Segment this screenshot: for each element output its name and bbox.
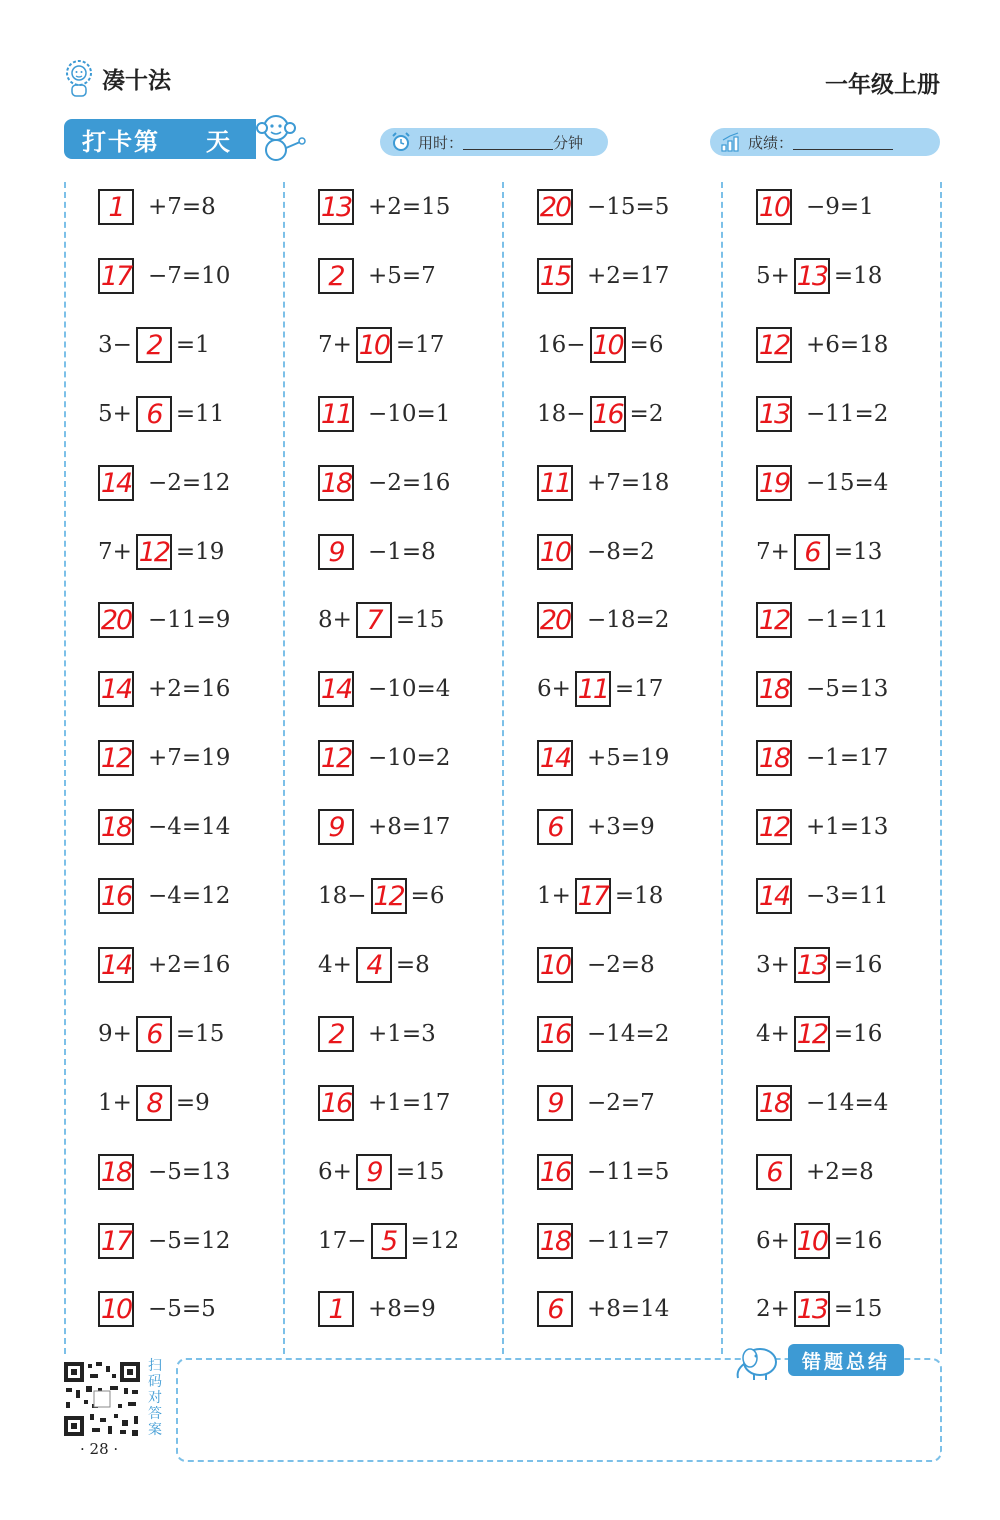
equation-row <box>98 738 230 778</box>
equation-prefix: 8+ <box>318 607 352 633</box>
answer-box[interactable]: 13 <box>756 396 792 432</box>
equation-row <box>318 876 444 916</box>
equation-suffix: −10=1 <box>368 401 451 427</box>
answer-box[interactable]: 6 <box>794 534 830 570</box>
score-pill <box>710 128 940 156</box>
equation-row <box>318 738 450 778</box>
equation-row <box>318 1152 444 1192</box>
equation-suffix: =18 <box>833 263 883 289</box>
equation-row <box>756 1083 888 1123</box>
equation-row <box>98 325 210 365</box>
score-label: 成绩： <box>748 133 794 152</box>
equation-row <box>537 187 669 227</box>
answer-box[interactable]: 12 <box>136 534 172 570</box>
answer-box[interactable]: 10 <box>756 189 792 225</box>
time-pill <box>380 128 608 156</box>
alarm-clock-icon <box>390 131 412 153</box>
answer-box[interactable]: 20 <box>537 189 573 225</box>
answer-box[interactable]: 15 <box>537 258 573 294</box>
equation-prefix: 1+ <box>537 883 571 909</box>
equation-suffix: −5=5 <box>148 1296 216 1322</box>
answer-box[interactable]: 13 <box>794 258 830 294</box>
answer-box[interactable]: 12 <box>756 809 792 845</box>
answer-box[interactable]: 6 <box>537 1291 573 1327</box>
equation-suffix: =17 <box>395 332 445 358</box>
equation-suffix: −10=2 <box>368 745 451 771</box>
answer-box[interactable]: 13 <box>794 947 830 983</box>
equation-row <box>756 532 882 572</box>
equation-row <box>98 1289 216 1329</box>
equation-suffix: −2=8 <box>587 952 655 978</box>
equation-suffix: =18 <box>614 883 664 909</box>
answer-box[interactable]: 4 <box>356 947 392 983</box>
answer-box[interactable]: 10 <box>590 327 626 363</box>
equation-row <box>98 1014 224 1054</box>
equation-suffix: +8=9 <box>368 1296 436 1322</box>
equation-suffix: =12 <box>410 1228 460 1254</box>
equation-row <box>537 669 663 709</box>
equation-suffix: −14=2 <box>587 1021 670 1047</box>
equation-prefix: 6+ <box>756 1228 790 1254</box>
equation-row <box>537 532 655 572</box>
equation-suffix: +6=18 <box>806 332 889 358</box>
equation-prefix: 6+ <box>537 676 571 702</box>
equation-prefix: 3+ <box>756 952 790 978</box>
equation-row <box>318 256 436 296</box>
equation-row <box>98 394 224 434</box>
brand <box>62 58 171 98</box>
equation-row <box>537 1083 655 1123</box>
equation-suffix: =15 <box>395 607 445 633</box>
equation-suffix: +2=15 <box>368 194 451 220</box>
equation-row <box>537 807 655 847</box>
equation-suffix: =17 <box>614 676 664 702</box>
answer-box[interactable]: 10 <box>537 534 573 570</box>
answer-box[interactable]: 11 <box>537 465 573 501</box>
checkin-prefix: 打卡第 <box>82 127 160 156</box>
equation-suffix: −11=9 <box>148 607 231 633</box>
column-divider <box>940 182 942 1354</box>
equation-suffix: +1=13 <box>806 814 889 840</box>
answer-box[interactable]: 9 <box>318 534 354 570</box>
equation-suffix: =6 <box>629 332 664 358</box>
equation-suffix: =16 <box>833 952 883 978</box>
equation-suffix: −1=17 <box>806 745 889 771</box>
equation-suffix: =16 <box>833 1021 883 1047</box>
equation-suffix: −2=16 <box>368 470 451 496</box>
monkey-icon <box>250 112 308 164</box>
answer-box[interactable]: 18 <box>98 809 134 845</box>
answer-box[interactable]: 12 <box>756 327 792 363</box>
equation-prefix: 16− <box>537 332 586 358</box>
answer-box[interactable]: 14 <box>98 671 134 707</box>
page-number: · 28 · <box>80 1440 119 1458</box>
equation-row <box>537 394 663 434</box>
answer-box[interactable]: 14 <box>98 465 134 501</box>
answer-box[interactable]: 19 <box>756 465 792 501</box>
answer-box[interactable]: 12 <box>794 1016 830 1052</box>
answer-box[interactable]: 16 <box>537 1016 573 1052</box>
equation-suffix: −3=11 <box>806 883 889 909</box>
equation-suffix: +5=7 <box>368 263 436 289</box>
equation-suffix: +1=3 <box>368 1021 436 1047</box>
equation-row <box>318 394 450 434</box>
grade-label: 一年级上册 <box>825 72 940 98</box>
equation-prefix: 4+ <box>318 952 352 978</box>
answer-box[interactable]: 6 <box>136 1016 172 1052</box>
equation-suffix: −1=8 <box>368 539 436 565</box>
answer-box[interactable]: 13 <box>318 189 354 225</box>
answer-box[interactable]: 14 <box>318 671 354 707</box>
answer-box[interactable]: 16 <box>98 878 134 914</box>
answer-box[interactable]: 16 <box>537 1154 573 1190</box>
equation-row <box>537 1014 669 1054</box>
equation-prefix: 5+ <box>98 401 132 427</box>
equation-suffix: −5=13 <box>806 676 889 702</box>
equation-suffix: +3=9 <box>587 814 655 840</box>
equation-prefix: 17− <box>318 1228 367 1254</box>
lion-icon <box>62 58 96 98</box>
equation-prefix: 1+ <box>98 1090 132 1116</box>
equation-suffix: =15 <box>395 1159 445 1185</box>
equation-row <box>98 256 230 296</box>
answer-box[interactable]: 10 <box>356 327 392 363</box>
book-title: 凑十法 <box>102 67 171 94</box>
equation-row <box>756 1289 882 1329</box>
equation-prefix: 7+ <box>98 539 132 565</box>
answer-box[interactable]: 17 <box>98 1223 134 1259</box>
answer-box[interactable]: 11 <box>575 671 611 707</box>
answer-box[interactable]: 18 <box>756 740 792 776</box>
equation-suffix: −9=1 <box>806 194 874 220</box>
equation-row <box>756 256 882 296</box>
equation-suffix: =16 <box>833 1228 883 1254</box>
equation-row <box>537 1289 669 1329</box>
equation-row <box>318 1289 436 1329</box>
answer-box[interactable]: 9 <box>318 809 354 845</box>
equation-suffix: =8 <box>395 952 430 978</box>
equation-suffix: =15 <box>833 1296 883 1322</box>
answer-box[interactable]: 16 <box>318 1085 354 1121</box>
equation-suffix: −1=11 <box>806 607 889 633</box>
checkin-tab <box>64 119 256 159</box>
answer-box[interactable]: 10 <box>794 1223 830 1259</box>
equation-suffix: −11=2 <box>806 401 889 427</box>
equation-prefix: 18− <box>318 883 367 909</box>
column-divider <box>64 182 66 1354</box>
bar-chart-icon <box>720 131 742 153</box>
equation-suffix: −18=2 <box>587 607 670 633</box>
answer-box[interactable]: 14 <box>537 740 573 776</box>
time-unit: 分钟 <box>553 133 584 152</box>
answer-box[interactable]: 2 <box>318 1016 354 1052</box>
equation-row <box>318 187 450 227</box>
equation-suffix: −5=12 <box>148 1228 231 1254</box>
answer-box[interactable]: 5 <box>371 1223 407 1259</box>
equation-prefix: 6+ <box>318 1159 352 1185</box>
equation-prefix: 7+ <box>318 332 352 358</box>
equation-row <box>537 945 655 985</box>
equation-suffix: +2=8 <box>806 1159 874 1185</box>
answer-box[interactable]: 20 <box>537 602 573 638</box>
equation-row <box>98 876 230 916</box>
answer-box[interactable]: 18 <box>756 671 792 707</box>
equation-suffix: +8=14 <box>587 1296 670 1322</box>
answer-box[interactable]: 1 <box>318 1291 354 1327</box>
mistake-summary-title: 错题总结 <box>788 1344 904 1376</box>
column-divider <box>283 182 285 1354</box>
equation-row <box>756 1221 882 1261</box>
equation-suffix: +7=19 <box>148 745 231 771</box>
equation-row <box>318 945 430 985</box>
equation-suffix: +1=17 <box>368 1090 451 1116</box>
equation-row <box>98 1152 230 1192</box>
equation-suffix: −4=12 <box>148 883 231 909</box>
equation-suffix: +2=17 <box>587 263 670 289</box>
time-blank[interactable] <box>463 135 553 150</box>
equation-row <box>756 394 888 434</box>
equation-row <box>756 463 888 503</box>
equation-suffix: −15=4 <box>806 470 889 496</box>
equation-suffix: −7=10 <box>148 263 231 289</box>
answer-box[interactable]: 8 <box>136 1085 172 1121</box>
equation-prefix: 3− <box>98 332 132 358</box>
equation-row <box>98 187 216 227</box>
answer-box[interactable]: 6 <box>136 396 172 432</box>
equation-prefix: 9+ <box>98 1021 132 1047</box>
equation-prefix: 4+ <box>756 1021 790 1047</box>
checkin-suffix: 天 <box>206 127 230 156</box>
equation-row <box>537 876 663 916</box>
answer-box[interactable]: 9 <box>537 1085 573 1121</box>
answer-box[interactable]: 14 <box>98 947 134 983</box>
equation-suffix: =11 <box>175 401 225 427</box>
equation-suffix: +5=19 <box>587 745 670 771</box>
answer-box[interactable]: 18 <box>537 1223 573 1259</box>
equation-row <box>318 1083 450 1123</box>
equation-row <box>756 187 874 227</box>
answer-box[interactable]: 12 <box>318 740 354 776</box>
column-divider <box>721 182 723 1354</box>
answer-box[interactable]: 10 <box>537 947 573 983</box>
answer-box[interactable]: 6 <box>756 1154 792 1190</box>
answer-box[interactable]: 18 <box>318 465 354 501</box>
elephant-icon <box>730 1340 790 1382</box>
equation-suffix: −11=5 <box>587 1159 670 1185</box>
equation-suffix: −14=4 <box>806 1090 889 1116</box>
equation-suffix: −2=7 <box>587 1090 655 1116</box>
equation-row <box>756 738 888 778</box>
equation-row <box>537 1221 669 1261</box>
equation-row <box>756 945 882 985</box>
equation-suffix: −10=4 <box>368 676 451 702</box>
equation-row <box>756 807 888 847</box>
equation-row <box>318 807 450 847</box>
equation-prefix: 7+ <box>756 539 790 565</box>
answer-box[interactable]: 9 <box>356 1154 392 1190</box>
equation-suffix: −15=5 <box>587 194 670 220</box>
answer-box[interactable]: 6 <box>537 809 573 845</box>
answer-box[interactable]: 12 <box>371 878 407 914</box>
answer-box[interactable]: 11 <box>318 396 354 432</box>
answer-box[interactable]: 16 <box>590 396 626 432</box>
equation-suffix: =2 <box>629 401 664 427</box>
answer-box[interactable]: 20 <box>98 602 134 638</box>
answer-box[interactable]: 1 <box>98 189 134 225</box>
equation-suffix: =9 <box>175 1090 210 1116</box>
equation-suffix: −4=14 <box>148 814 231 840</box>
equation-suffix: +7=8 <box>148 194 216 220</box>
time-label: 用时： <box>418 133 464 152</box>
answer-box[interactable]: 7 <box>356 602 392 638</box>
equation-suffix: +8=17 <box>368 814 451 840</box>
equation-suffix: −5=13 <box>148 1159 231 1185</box>
equation-row <box>756 325 888 365</box>
equation-row <box>318 532 436 572</box>
answer-box[interactable]: 2 <box>136 327 172 363</box>
qr-code-icon[interactable] <box>62 1360 142 1438</box>
equation-suffix: =13 <box>833 539 883 565</box>
equation-row <box>98 600 230 640</box>
equation-row <box>318 1014 436 1054</box>
answer-box[interactable]: 17 <box>98 258 134 294</box>
page-header <box>62 58 940 102</box>
equation-row <box>98 532 224 572</box>
equation-row <box>318 669 450 709</box>
equation-row <box>98 463 230 503</box>
equation-row <box>318 325 444 365</box>
answer-box[interactable]: 12 <box>98 740 134 776</box>
equation-row <box>98 669 230 709</box>
equation-row <box>98 1221 230 1261</box>
equation-suffix: +7=18 <box>587 470 670 496</box>
equation-row <box>98 945 230 985</box>
equation-prefix: 2+ <box>756 1296 790 1322</box>
equation-suffix: +2=16 <box>148 676 231 702</box>
answer-box[interactable]: 2 <box>318 258 354 294</box>
answer-box[interactable]: 10 <box>98 1291 134 1327</box>
equation-row <box>756 669 888 709</box>
equation-suffix: +2=16 <box>148 952 231 978</box>
answer-box[interactable]: 12 <box>756 602 792 638</box>
equation-row <box>756 1152 874 1192</box>
equation-prefix: 18− <box>537 401 586 427</box>
answer-box[interactable]: 18 <box>756 1085 792 1121</box>
equation-row <box>537 463 669 503</box>
column-divider <box>502 182 504 1354</box>
equation-row <box>537 738 669 778</box>
answer-box[interactable]: 18 <box>98 1154 134 1190</box>
equation-row <box>537 600 669 640</box>
equation-suffix: =15 <box>175 1021 225 1047</box>
scan-answer-label: 扫码对答案 <box>148 1358 162 1438</box>
equation-row <box>537 325 663 365</box>
equation-row <box>537 1152 669 1192</box>
answer-box[interactable]: 14 <box>756 878 792 914</box>
equation-row <box>98 1083 210 1123</box>
equation-row <box>318 1221 459 1261</box>
answer-box[interactable]: 13 <box>794 1291 830 1327</box>
equation-suffix: =6 <box>410 883 445 909</box>
equation-row <box>318 463 450 503</box>
equation-suffix: =1 <box>175 332 210 358</box>
equation-suffix: −11=7 <box>587 1228 670 1254</box>
equation-row <box>756 876 888 916</box>
equation-row <box>756 600 888 640</box>
equation-suffix: −8=2 <box>587 539 655 565</box>
equation-row <box>756 1014 882 1054</box>
equation-row <box>537 256 669 296</box>
equation-suffix: =19 <box>175 539 225 565</box>
score-blank[interactable] <box>793 135 893 150</box>
equation-suffix: −2=12 <box>148 470 231 496</box>
answer-box[interactable]: 17 <box>575 878 611 914</box>
equation-row <box>318 600 444 640</box>
equation-row <box>98 807 230 847</box>
equation-prefix: 5+ <box>756 263 790 289</box>
